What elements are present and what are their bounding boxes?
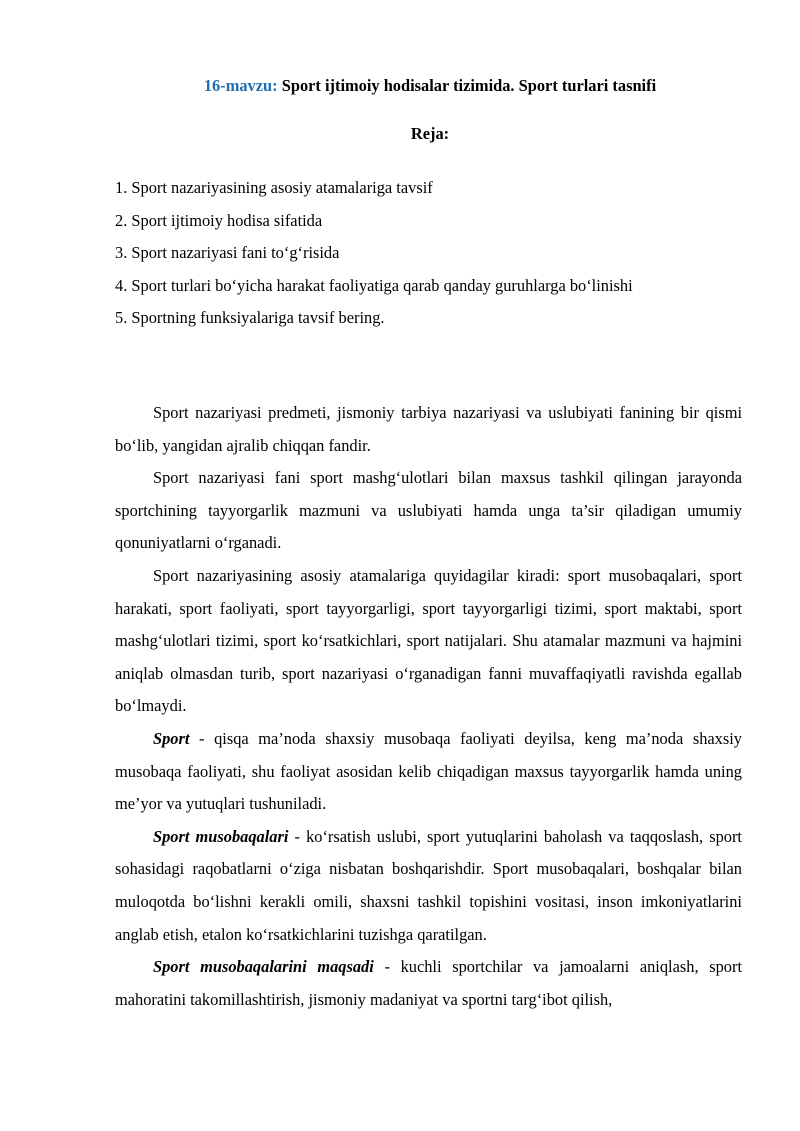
paragraph	[115, 821, 742, 951]
paragraph-term: Sport musobaqalarini maqsadi	[153, 957, 374, 977]
paragraph	[115, 462, 742, 560]
plan-heading: Reja:	[410, 124, 450, 143]
paragraph	[115, 560, 742, 723]
paragraph	[115, 723, 742, 821]
paragraph	[115, 397, 742, 462]
paragraph-text: Sport nazariyasi fani sport mashg‘ulotlari bilan maxsus tashkil qilingan jarayonda sportchining tayyorgarlik mazmuni va uslubiyati hamda unga ta’sir qiladigan umumiy qonuniyatlarni o‘rganadi.	[115, 468, 742, 553]
plan-item: 1. Sport nazariyasining asosiy atamalariga tavsif	[115, 178, 433, 197]
paragraph-text: Sport nazariyasining asosiy atamalariga quyidagilar kiradi: sport musobaqalari, sport harakati, sport faoliyati, sport tayyorgarligi, sport tayyorgarligi tizimi, sport maktabi, sport mashg‘ulotlari tizimi, sport ko‘rsatkichlari, sport natijalari. Shu atamalar mazmuni va hajmini aniqlab olmasdan turib, sport nazariyasi o‘rganadigan fanni muvaffaqiyatli ravishda egallab bo‘lmaydi.	[115, 565, 742, 716]
topic-title: Sport ijtimoiy hodisalar tizimida. Sport turlari tasnifi	[281, 76, 657, 95]
paragraph-term: Sport musobaqalari	[153, 826, 289, 846]
paragraph-term: Sport	[153, 728, 190, 748]
paragraph-text: - ko‘rsatish uslubi, sport yutuqlarini baholash va taqqoslash, sport sohasidagi raqobatlarni o‘ziga nisbatan boshqarishdir. Sport musobaqalari, boshqalar bilan muloqotda bo‘lishni kerakli omili, shaxsni tashkil topishini vositasi, inson imkoniyatlarini anglab etish, etalon ko‘rsatkichlarini tuzishga qaratilgan.	[115, 826, 742, 944]
paragraph-text: - kuchli sportchilar va jamoalarni aniqlash, sport mahoratini takomillashtirish, jismoniy madaniyat va sportni targ‘ibot qilish,	[115, 957, 742, 1009]
paragraph-text: Sport nazariyasi predmeti, jismoniy tarbiya nazariyasi va uslubiyati fanining bir qismi bo‘lib, yangidan ajralib chiqqan fandir.	[115, 403, 742, 455]
topic-heading	[0, 74, 800, 98]
plan-item: 3. Sport nazariyasi fani to‘g‘risida	[115, 243, 340, 262]
topic-number: 16-mavzu:	[203, 76, 278, 95]
paragraph-text: - qisqa ma’noda shaxsiy musobaqa faoliyati deyilsa, keng ma’noda shaxsiy musobaqa faoliyati, shu faoliyat asosidan kelib chiqadigan maxsus tayyorgarlik hamda uning me’yor va yutuqlari tushuniladi.	[115, 728, 742, 814]
plan-item: 5. Sportning funksiyalariga tavsif bering.	[115, 308, 385, 327]
plan-item: 2. Sport ijtimoiy hodisa sifatida	[115, 210, 323, 230]
body-text	[115, 397, 742, 1016]
paragraph	[115, 951, 742, 1016]
plan-item: 4. Sport turlari bo‘yicha harakat faoliyatiga qarab qanday guruhlarga bo‘linishi	[115, 275, 633, 295]
plan-list	[115, 172, 755, 335]
